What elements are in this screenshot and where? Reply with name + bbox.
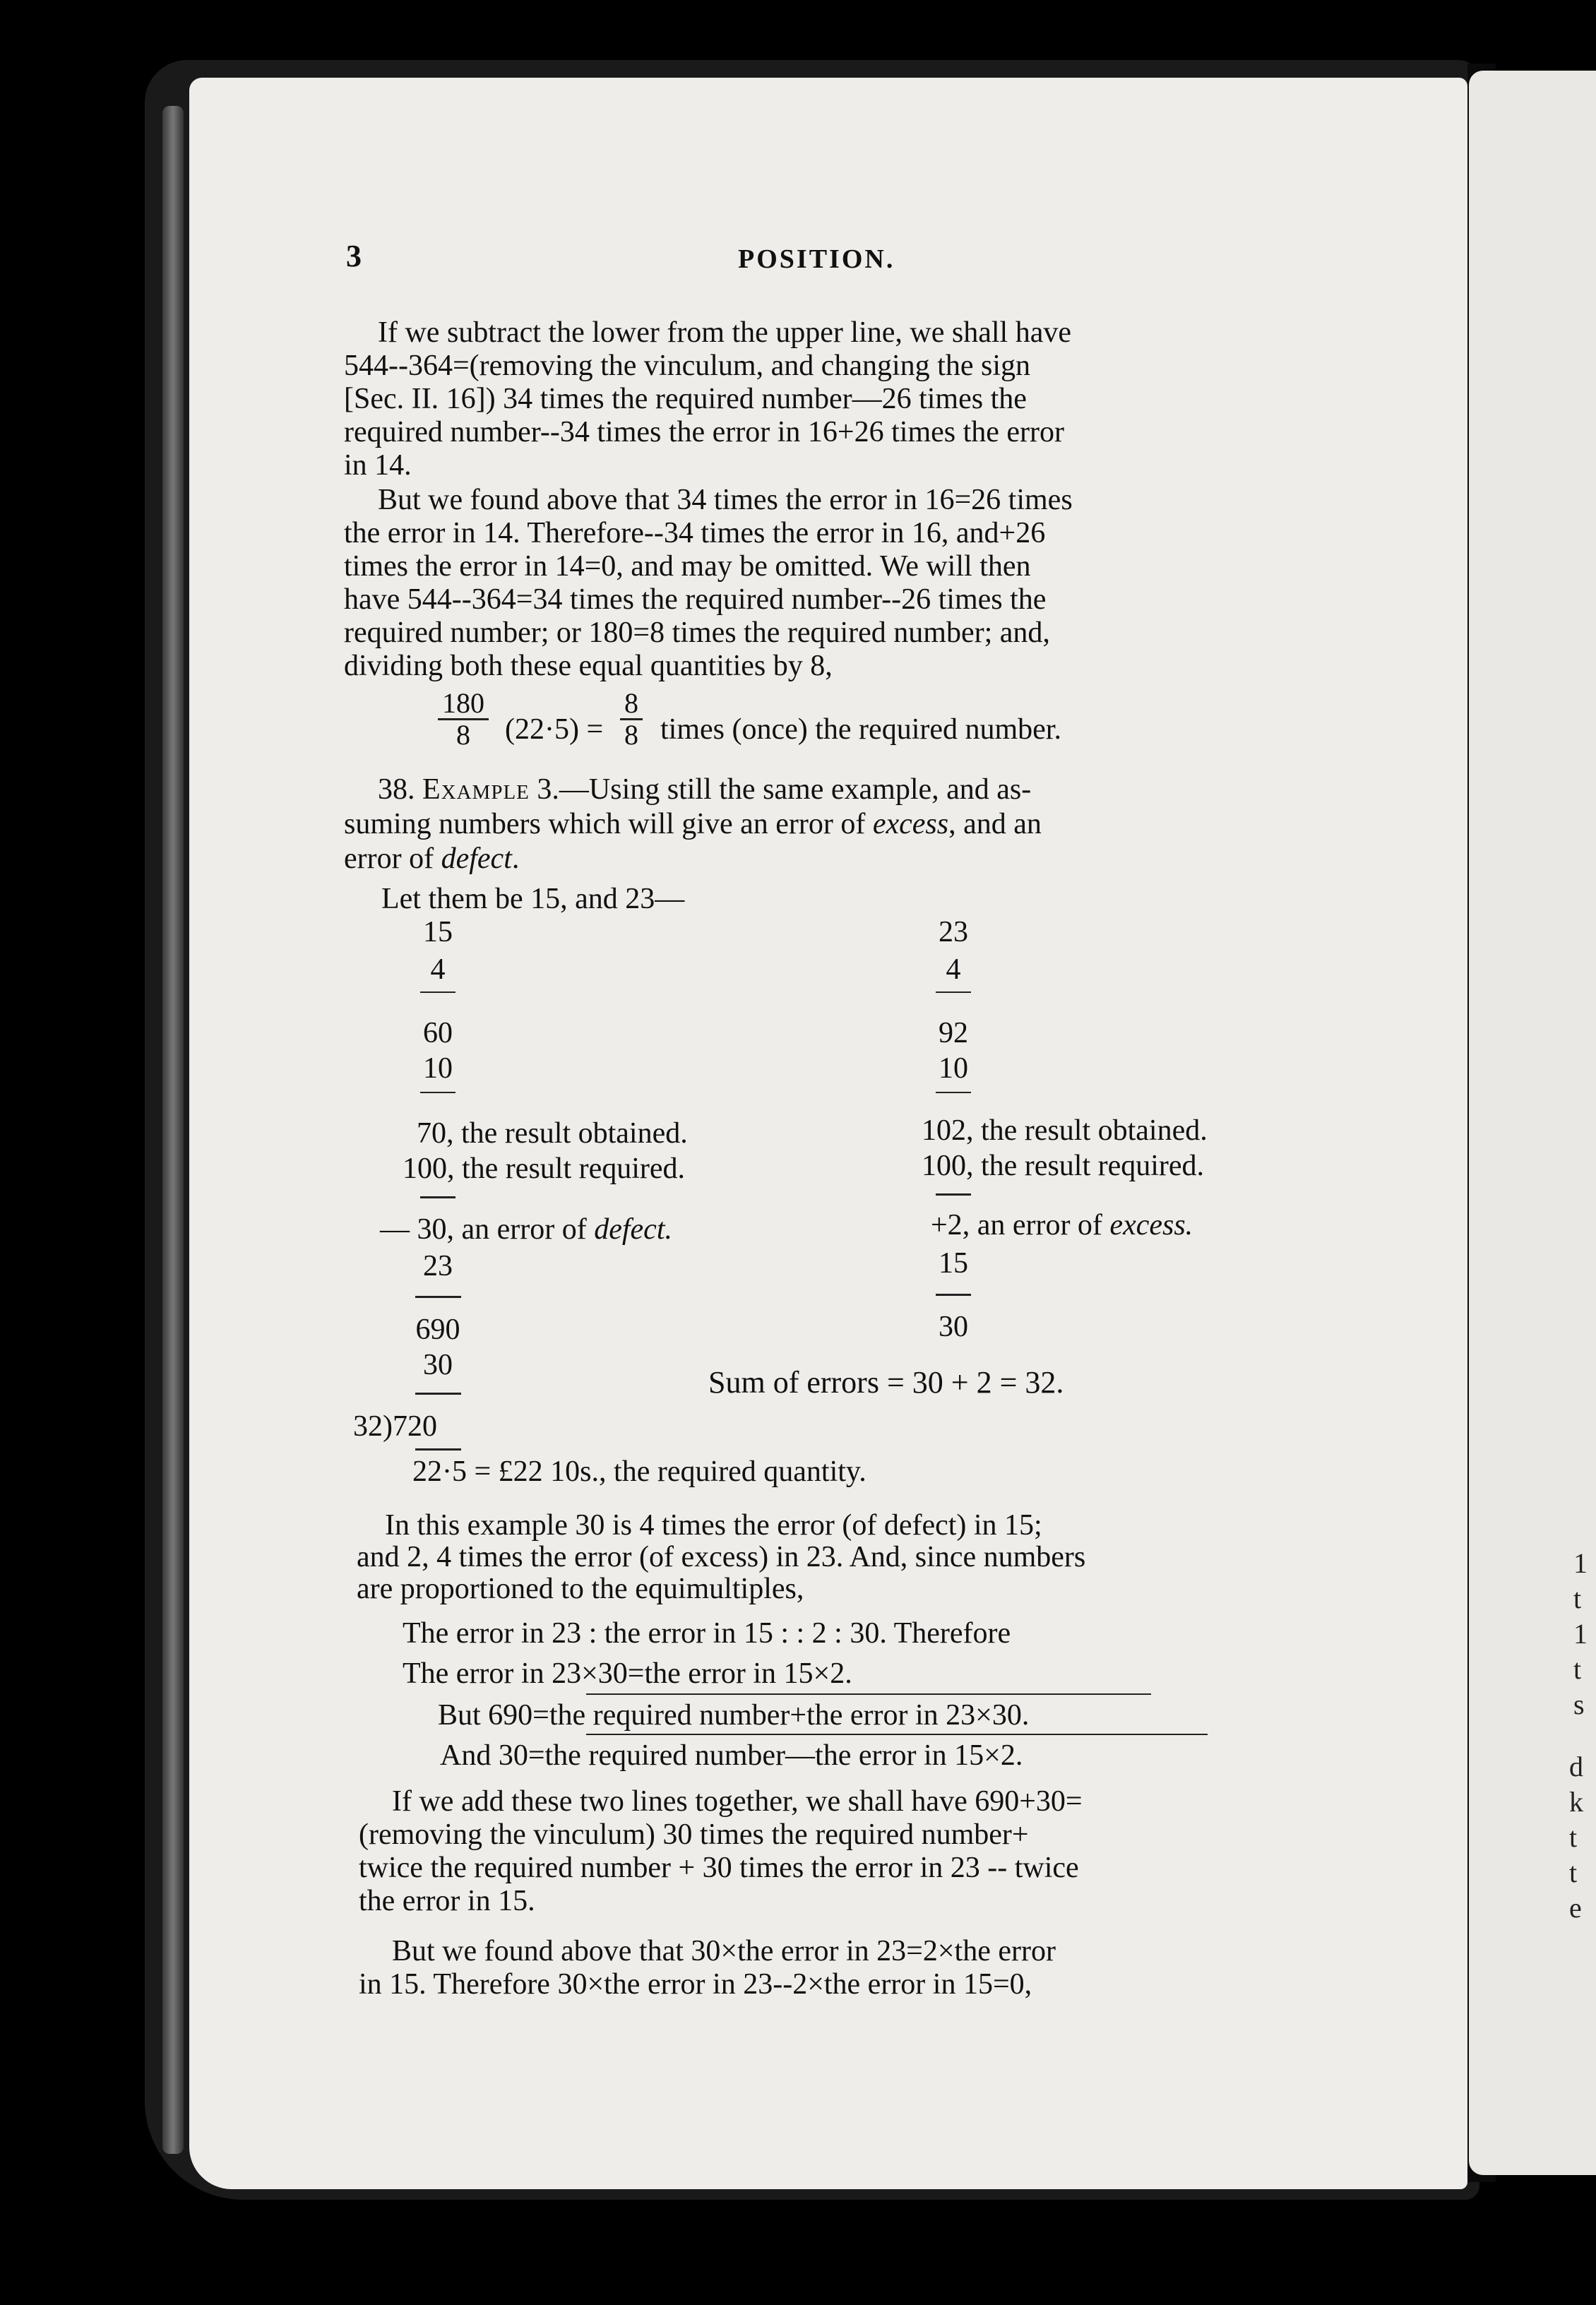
rule [415,1393,461,1395]
text-line: dividing both these equal quantities by 8, [344,650,833,682]
facing-page-glyph: s [1573,1688,1585,1720]
calc-left-690: 690 [415,1314,460,1346]
emphasis: excess [872,808,949,840]
vinculum [586,1734,1208,1735]
rule [936,1193,971,1196]
example-number: 38. [378,773,415,806]
calc-right-error: +2, an error of excess. [931,1209,1193,1241]
fraction-numerator: 180 [438,689,489,720]
text-line: If we add these two lines together, we shall have 690+30= [392,1785,1083,1818]
text-line: the error in 14. Therefore--34 times the error in 16, and+26 [344,517,1046,549]
calc-left-required: 100, the result required. [403,1152,686,1185]
text-line: If we subtract the lower from the upper line, we shall have [378,316,1071,349]
fraction-numerator: 8 [620,689,643,720]
text-line: suming numbers which will give an error of excess, and an [344,808,1042,840]
example-label: Example [422,773,530,806]
calc-left-60: 60 [423,1017,453,1049]
facing-page-glyph: d [1569,1751,1583,1782]
calc-right-30: 30 [939,1311,968,1343]
calc-left-30: 30 [423,1349,453,1381]
equation-line: And 30=the required number—the error in 15×2. [440,1739,1023,1772]
text-line: in 14. [344,449,412,482]
calc-right-15: 15 [939,1247,968,1280]
rule [420,1196,455,1198]
facing-page-glyph: 1 [1573,1618,1588,1650]
emphasis: defect [441,842,512,875]
rule [415,1296,461,1298]
calc-left-obtained: 70, the result obtained. [417,1117,688,1150]
calc-left-quotient: 22·5 = £22 10s., the required quantity. [412,1455,867,1488]
facing-page-glyph: 1 [1573,1547,1588,1579]
text-line: have 544--364=34 times the required number--26 times the [344,583,1047,616]
running-title: POSITION. [738,244,895,274]
page-edges [162,106,184,2154]
calc-left-error: — 30, an error of defect. [380,1213,672,1246]
calc-left-10: 10 [423,1052,453,1085]
proportion-line: The error in 23 : the error in 15 : : 2 : 30. Therefore [403,1617,1011,1650]
page-mark: 3 [346,239,362,273]
facing-page-glyph: k [1569,1786,1583,1818]
fraction-denominator: 8 [624,719,638,751]
calc-left-4: 4 [430,953,446,986]
fraction-8-8 [620,689,643,750]
text-line: and 2, 4 times the error (of excess) in 23. And, since numbers [357,1541,1086,1573]
calc-right-required: 100, the result required. [922,1150,1205,1182]
equation-line: But 690=the required number+the error in 23×30. [438,1699,1030,1732]
calc-left-23: 23 [423,1250,453,1282]
text-line: are proportioned to the equimultiples, [357,1573,804,1605]
text-line: Let them be 15, and 23— [381,883,685,915]
calc-right-10: 10 [939,1052,968,1085]
fraction-denominator: 8 [456,719,470,751]
rule [415,1448,461,1451]
text-line: 544--364=(removing the vinculum, and changing the sign [344,350,1030,382]
facing-page-glyph: t [1573,1583,1582,1614]
text-line: In this example 30 is 4 times the error (of defect) in 15; [385,1509,1042,1542]
facing-page-glyph: t [1569,1821,1578,1853]
text-line: But we found above that 34 times the error in 16=26 times [378,484,1073,516]
example-line1: 3.—Using still the same example, and as- [537,773,1032,806]
fraction-middle: (22·5) = [505,713,604,746]
facing-page-glyph: t [1569,1857,1578,1888]
calc-left-division: 32)720 [353,1410,437,1443]
facing-page-glyph: t [1573,1653,1582,1685]
text-line: But we found above that 30×the error in 23=2×the error [392,1935,1056,1967]
text-line: [Sec. II. 16]) 34 times the required number—26 times the [344,383,1027,415]
calc-left-15: 15 [423,916,453,948]
rule [936,1294,971,1296]
text-line: error of defect. [344,842,520,875]
text-line: (removing the vinculum) 30 times the required number+ [359,1818,1029,1851]
rule [936,1092,971,1093]
text-line: required number--34 times the error in 16+26 times the error [344,416,1065,448]
calc-right-4: 4 [946,953,961,986]
calc-right-obtained: 102, the result obtained. [922,1114,1208,1147]
sum-of-errors: Sum of errors = 30 + 2 = 32. [708,1365,1064,1400]
rule [420,991,455,993]
text-line: twice the required number + 30 times the error in 23 -- twice [359,1852,1079,1884]
fraction-tail: times (once) the required number. [660,713,1061,746]
text-line: in 15. Therefore 30×the error in 23--2×the error in 15=0, [359,1968,1032,2001]
text-line: the error in 15. [359,1885,535,1917]
rule [420,1092,455,1093]
example-heading [378,773,1031,806]
text-line: required number; or 180=8 times the required number; and, [344,617,1050,649]
proportion-line: The error in 23×30=the error in 15×2. [403,1657,852,1690]
vinculum [586,1693,1151,1695]
text-line: times the error in 14=0, and may be omitted. We will then [344,550,1031,583]
calc-right-92: 92 [939,1017,968,1049]
facing-page-glyph: e [1569,1892,1582,1924]
rule [936,991,971,993]
fraction-180-8 [438,689,489,750]
calc-right-23: 23 [939,916,968,948]
